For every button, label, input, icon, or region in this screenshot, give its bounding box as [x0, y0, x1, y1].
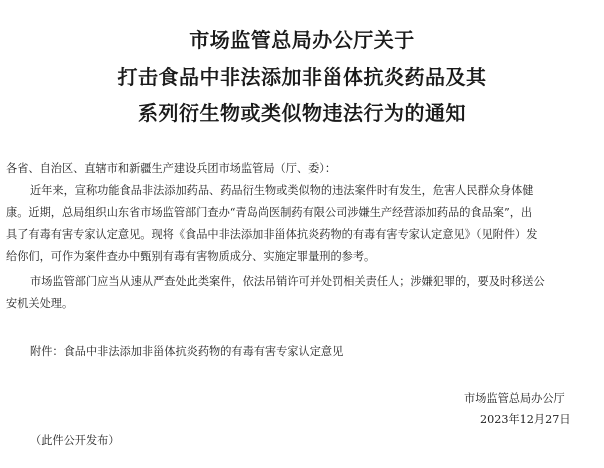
public-release-note: （此件公开发布）: [30, 434, 120, 447]
paragraph-1-line-1: 近年来，宣称功能食品非法添加药品、药品衍生物或类似物的违法案件时有发生，危害人民群众身体健: [30, 184, 534, 197]
issue-date: 2023年12月27日: [480, 413, 571, 426]
document-title-line-3: 系列衍生物或类似物违法行为的通知: [138, 101, 466, 125]
paragraph-1-line-4: 给你们，可作为案件查办中甄别有毒有害物质成分、实施定罪量刑的参考。: [6, 250, 376, 263]
attachment-line: 附件：食品中非法添加非甾体抗炎药物的有毒有害专家认定意见: [30, 345, 344, 358]
issuer-signature: 市场监管总局办公厅: [464, 392, 565, 405]
document-title-line-2: 打击食品中非法添加非甾体抗炎药品及其: [117, 65, 487, 89]
salutation: 各省、自治区、直辖市和新疆生产建设兵团市场监管局（厅、委）：: [6, 162, 337, 175]
paragraph-1-line-3: 具了有毒有害专家认定意见。现将《食品中非法添加非甾体抗炎药物的有毒有害专家认定意见》（见附件）发: [6, 228, 538, 241]
paragraph-2-line-2: 安机关处理。: [6, 297, 74, 310]
document-title-line-1: 市场监管总局办公厅关于: [189, 28, 415, 52]
paragraph-1-line-2: 康。近期，总局组织山东省市场监管部门查办“青岛尚医制药有限公司涉嫌生产经营添加药品的食品案”，出: [6, 206, 533, 219]
paragraph-2-line-1: 市场监管部门应当从速从严查处此类案件，依法吊销许可并处罚相关责任人；涉嫌犯罪的，要及时移送公: [30, 275, 545, 288]
